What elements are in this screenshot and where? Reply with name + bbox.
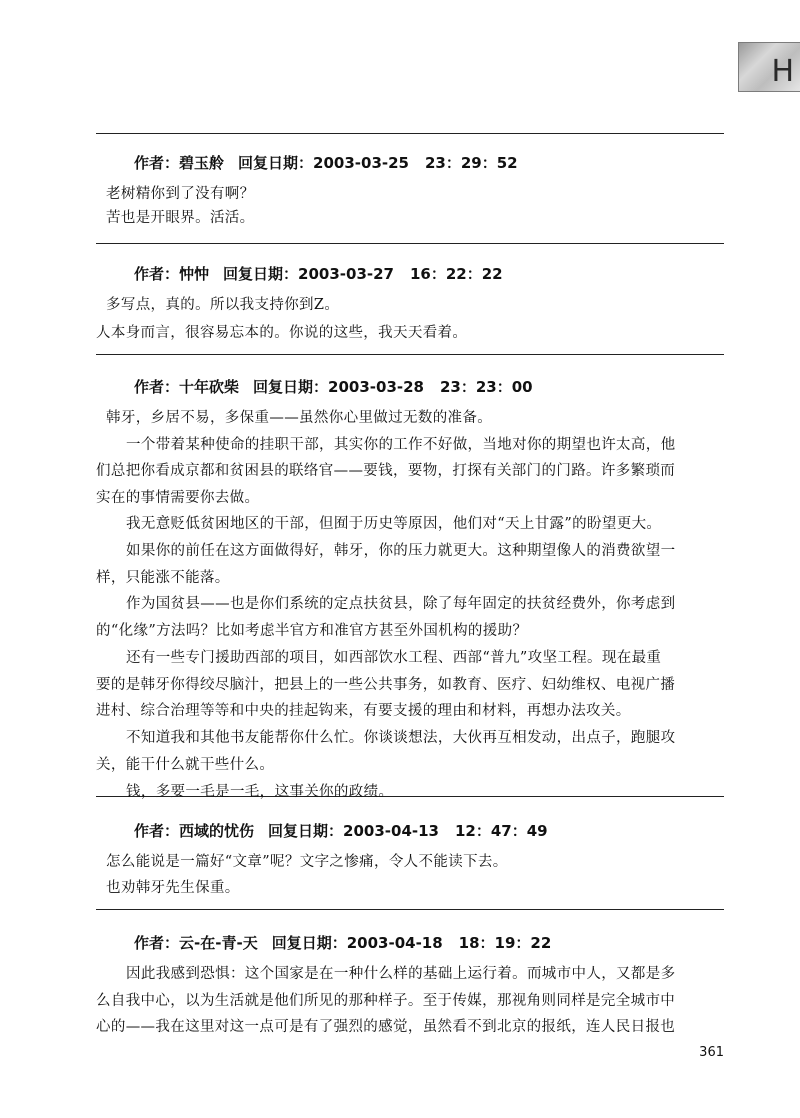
reply-time: 23：29：52: [425, 154, 518, 172]
post-line: 还有一些专门援助西部的项目，如西部饮水工程、西部“普九”攻坚工程。现在最重: [126, 650, 662, 666]
post-line: 人本身而言，很容易忘本的。你说的这些，我天天看着。: [96, 325, 468, 341]
reply-time: 23：23：00: [440, 378, 533, 396]
post-line: 韩牙，乡居不易，多保重——虽然你心里做过无数的准备。: [106, 410, 493, 426]
post-line: 因此我感到恐惧：这个国家是在一种什么样的基础上运行着。而城市中人，又都是多: [126, 966, 676, 982]
post-line: 多写点，真的。所以我支持你到Z。: [106, 297, 340, 313]
reply-time: 12：47：49: [455, 822, 548, 840]
reply-date-label: 回复日期：: [238, 154, 314, 172]
separator-rule: [96, 909, 724, 910]
post-line: 作为国贫县——也是你们系统的定点扶贫县，除了每年固定的扶贫经费外，你考虑到: [126, 596, 676, 612]
post-line: 不知道我和其他书友能帮你什么忙。你谈谈想法，大伙再互相发动，出点子，跑腿攻: [126, 730, 676, 746]
post-line: 关，能干什么就干些什么。: [96, 757, 275, 773]
author-name: 十年砍柴: [179, 378, 240, 396]
post-line: 要的是韩牙你得绞尽脑汁，把县上的一些公共事务，如教育、医疗、妇幼维权、电视广播: [96, 677, 676, 693]
post-meta: [134, 376, 533, 397]
reply-date: 2003-04-13: [343, 822, 439, 840]
author-label: 作者：: [134, 934, 180, 952]
section-tab: [738, 42, 800, 92]
post-line: 钱，多要一毛是一毛，这事关你的政绩。: [126, 784, 394, 800]
reply-date-label: 回复日期：: [271, 934, 347, 952]
post-meta: [134, 820, 548, 841]
post-line: 们总把你看成京都和贫困县的联络官——要钱，要物，打探有关部门的门路。许多繁琐而: [96, 463, 676, 479]
reply-date: 2003-03-27: [298, 265, 394, 283]
post-line: 进村、综合治理等等和中央的挂起钩来，有要支援的理由和材料，再想办法攻关。: [96, 703, 631, 719]
post-line: 老树精你到了没有啊？: [106, 186, 255, 202]
reply-time: 18：19：22: [458, 934, 552, 952]
post-line: 如果你的前任在这方面做得好，韩牙，你的压力就更大。这种期望像人的消费欲望一: [126, 543, 676, 559]
reply-date: 2003-03-25: [313, 154, 409, 172]
post-line: 实在的事情需要你去做。: [96, 490, 260, 506]
reply-date-label: 回复日期：: [268, 822, 344, 840]
post-line: 我无意贬低贫困地区的干部，但囿于历史等原因，他们对“天上甘露”的盼望更大。: [126, 516, 662, 532]
post-line: 心的——我在这里对这一点可是有了强烈的感觉，虽然看不到北京的报纸，连人民日报也: [96, 1019, 676, 1035]
post-meta: [134, 263, 503, 284]
post-line: 也劝韩牙先生保重。: [106, 880, 240, 896]
post-line: 么自我中心，以为生活就是他们所见的那种样子。至于传媒，那视角则同样是完全城市中: [96, 993, 676, 1009]
section-tab-letter: H: [771, 54, 794, 89]
author-name: 忡忡: [179, 265, 210, 283]
post-line: 的“化缘”方法吗？比如考虑半官方和准官方甚至外国机构的援助？: [96, 623, 528, 639]
post-line: 苦也是开眼界。活活。: [106, 210, 255, 226]
post-line: 怎么能说是一篇好“文章”呢？文字之惨痛，令人不能读下去。: [106, 854, 508, 870]
reply-date: 2003-03-28: [328, 378, 424, 396]
author-name: 云-在-青-天: [179, 934, 258, 952]
post-line: 一个带着某种使命的挂职干部，其实你的工作不好做，当地对你的期望也许太高，他: [126, 437, 676, 453]
author-label: 作者：: [134, 378, 180, 396]
reply-date-label: 回复日期：: [223, 265, 299, 283]
separator-rule: [96, 243, 724, 244]
author-label: 作者：: [134, 154, 180, 172]
separator-rule: [96, 354, 724, 355]
post-meta: [134, 932, 551, 953]
reply-date: 2003-04-18: [346, 934, 443, 952]
post-line: 样，只能涨不能落。: [96, 570, 230, 586]
post-meta: [134, 152, 518, 173]
author-label: 作者：: [134, 265, 180, 283]
reply-date-label: 回复日期：: [253, 378, 329, 396]
author-name: 西域的忧伤: [179, 822, 255, 840]
reply-time: 16：22：22: [410, 265, 503, 283]
author-name: 碧玉舲: [179, 154, 225, 172]
author-label: 作者：: [134, 822, 180, 840]
page-number: 361: [699, 1045, 724, 1060]
separator-rule: [96, 133, 724, 134]
